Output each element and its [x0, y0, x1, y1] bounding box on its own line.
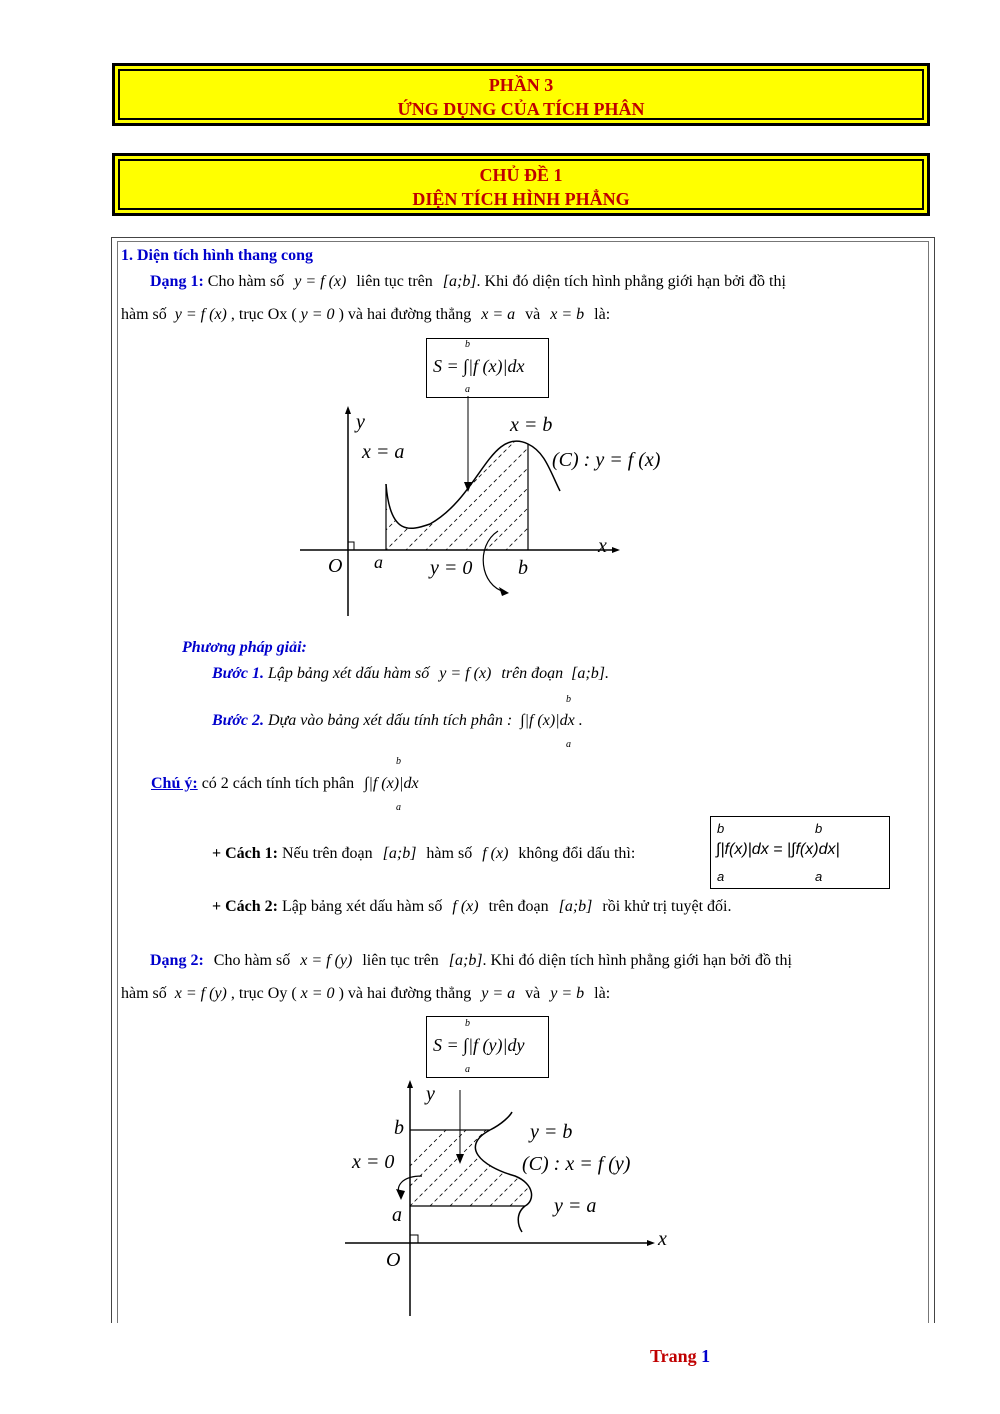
- dang1-line2-c: ) và hai đường thẳng: [338, 306, 472, 323]
- dang2-x0: x = 0: [300, 985, 335, 1002]
- cach1-text-c: không đổi dấu thì:: [518, 845, 636, 862]
- fig1-y-arrow: [345, 406, 351, 414]
- fig1-label-y0: y = 0: [430, 557, 473, 579]
- cach2-interval: [a;b]: [558, 898, 593, 915]
- note-int: ∫|f (x)|dx: [364, 775, 419, 792]
- dang2-yb: y = b: [550, 985, 585, 1002]
- dang1-line2-a: hàm số: [121, 306, 167, 323]
- note-label: Chú ý:: [151, 775, 198, 792]
- topic-number: CHỦ ĐỀ 1: [479, 165, 563, 185]
- cach1-lower-left: a: [717, 869, 725, 884]
- figure1-graph: [300, 396, 700, 621]
- fig1-curl-arrow: [499, 587, 509, 596]
- dang1-label: Dạng 1:: [150, 273, 204, 290]
- page-label: Trang: [650, 1346, 697, 1366]
- fig2-curl-arrow: [396, 1189, 405, 1200]
- figure2-graph: [340, 1076, 700, 1316]
- fig1-label-O: O: [328, 555, 343, 577]
- dang1-line1: [150, 272, 786, 292]
- formula1: S = ∫|f (x)|dx: [433, 356, 525, 376]
- cach1-line: [212, 844, 635, 864]
- step1-text2: trên đoạn: [501, 665, 564, 682]
- topic-banner: [112, 153, 930, 216]
- cach2-text-a: Lập bảng xét dấu hàm số: [282, 898, 443, 915]
- fig2-curve-top: [490, 1112, 512, 1130]
- dang2-fy: x = f (y): [300, 952, 353, 969]
- fig2-label-x: x: [658, 1228, 667, 1250]
- formula1-box: [426, 338, 549, 398]
- fig2-label-ya: y = a: [554, 1195, 597, 1217]
- dang1-y0: y = 0: [300, 306, 335, 323]
- cach1-lower-right: a: [815, 869, 823, 884]
- fig1-right-angle: [348, 542, 354, 550]
- dang2-line2-b: , trục Oy (: [230, 985, 297, 1002]
- formula1-lower: a: [465, 384, 470, 395]
- fig2-label-x0: x = 0: [352, 1151, 395, 1173]
- dang1-text-b: liên tục trên: [356, 273, 433, 290]
- cach1-fx: f (x): [482, 845, 509, 862]
- fig2-right-angle: [410, 1235, 418, 1243]
- note-text: có 2 cách tính tích phân: [201, 775, 355, 792]
- note-upper: b: [396, 756, 401, 767]
- formula2-lower: a: [465, 1064, 470, 1075]
- step1-fx: y = f (x): [439, 665, 492, 682]
- fig1-label-x: x: [598, 535, 607, 557]
- fig1-label-y: y: [356, 411, 365, 433]
- fig2-label-a: a: [392, 1204, 402, 1226]
- cach1-text-a: Nếu trên đoạn: [282, 845, 373, 862]
- fig2-label-y: y: [426, 1083, 435, 1105]
- fig1-x-arrow: [612, 547, 620, 553]
- dang2-and: và: [525, 985, 541, 1002]
- cach1-interval: [a;b]: [382, 845, 417, 862]
- step2-label: Bước 2.: [212, 712, 264, 729]
- dang1-text-c: . Khi đó diện tích hình phẳng giới hạn bởi đồ thị: [476, 273, 786, 290]
- dang2-line2: [121, 984, 610, 1004]
- dang2-label: Dạng 2:: [150, 952, 204, 969]
- dang2-line2-c: ) và hai đường thẳng: [338, 985, 472, 1002]
- fig1-curve: [386, 441, 560, 528]
- dang2-la: là:: [594, 985, 611, 1002]
- part-title: ỨNG DỤNG CỦA TÍCH PHÂN: [397, 99, 645, 119]
- step1-label: Bước 1.: [212, 665, 264, 682]
- note-line: [151, 774, 419, 794]
- dang2-text-a: Cho hàm số: [213, 952, 291, 969]
- dang1-fx: y = f (x): [294, 273, 347, 290]
- part-number: PHẦN 3: [488, 75, 554, 95]
- fig2-label-O: O: [386, 1249, 401, 1271]
- fig1-curl: [483, 531, 505, 592]
- dang1-interval: [a;b]: [442, 273, 477, 290]
- fig1-label-a: a: [374, 552, 383, 572]
- dang1-line2: [121, 305, 610, 325]
- dang2-line2-a: hàm số: [121, 985, 167, 1002]
- step1-text: Lập bảng xét dấu hàm số: [267, 665, 430, 682]
- dang1-xa: x = a: [481, 306, 516, 323]
- fig1-label-b: b: [518, 557, 528, 579]
- dang1-line2-b: , trục Ox (: [230, 306, 297, 323]
- cach2-fx: f (x): [452, 898, 479, 915]
- page-number-value: 1: [701, 1346, 711, 1366]
- cach1-text-b: hàm số: [426, 845, 473, 862]
- step2-int: ∫|f (x)|dx .: [520, 712, 583, 729]
- dang1-xb: x = b: [550, 306, 585, 323]
- dang2-text-b: liên tục trên: [362, 952, 439, 969]
- cach1-upper-left: b: [717, 821, 725, 836]
- fig2-x-arrow: [647, 1240, 655, 1246]
- dang2-interval: [a;b]: [448, 952, 483, 969]
- dang1-text-a: Cho hàm số: [207, 273, 285, 290]
- dang1-and: và: [525, 306, 541, 323]
- dang2-line1: [150, 951, 792, 971]
- fig2-label-b: b: [394, 1117, 404, 1139]
- step2-text: Dựa vào bảng xét dấu tính tích phân :: [267, 712, 513, 729]
- cach2-text-b: trên đoạn: [488, 898, 549, 915]
- cach2-line: [212, 897, 731, 917]
- formula2-upper: b: [465, 1018, 470, 1029]
- cach1-label: + Cách 1:: [212, 845, 278, 862]
- step2-line: [212, 711, 583, 731]
- dang1-line2-fx: y = f (x): [174, 306, 227, 323]
- method-title: Phương pháp giải:: [182, 639, 307, 656]
- dang2-text-c: . Khi đó diện tích hình phẳng giới hạn bởi đồ thị: [482, 952, 792, 969]
- fig2-curve: [475, 1130, 531, 1232]
- fig1-label-curve: (C) : y = f (x): [552, 449, 661, 471]
- formula2: S = ∫|f (y)|dy: [433, 1035, 525, 1055]
- formula1-upper: b: [465, 339, 470, 350]
- dang2-ya: y = a: [481, 985, 516, 1002]
- fig1-pointer-arrow: [464, 482, 472, 492]
- note-lower: a: [396, 802, 401, 813]
- cach2-text-c: rồi khử trị tuyệt đối.: [602, 898, 732, 915]
- fig1-label-xa: x = a: [362, 441, 405, 463]
- fig2-pointer-arrow: [456, 1154, 464, 1164]
- fig2-label-curve: (C) : x = f (y): [522, 1153, 631, 1175]
- cach1-formula: ∫|f(x)|dx = |∫f(x)dx|: [716, 841, 840, 858]
- section1-heading: 1. Diện tích hình thang cong: [121, 247, 314, 264]
- part-banner: [112, 63, 930, 126]
- step1-interval: [a;b]: [571, 665, 605, 682]
- step2-lower: a: [566, 739, 571, 750]
- dang1-la: là:: [594, 306, 611, 323]
- cach2-label: + Cách 2:: [212, 898, 278, 915]
- topic-title: DIỆN TÍCH HÌNH PHẲNG: [412, 189, 630, 209]
- fig2-y-arrow: [407, 1080, 413, 1088]
- step2-upper: b: [566, 694, 571, 705]
- page-number: [650, 1346, 710, 1367]
- fig1-hatch: [300, 396, 660, 596]
- step1-line: Bước 1. Lập bảng xét dấu hàm số y = f (x) trên đoạn [a;b].: [212, 665, 609, 682]
- dang2-line2-fy: x = f (y): [174, 985, 227, 1002]
- fig2-label-yb: y = b: [530, 1121, 573, 1143]
- cach1-upper-right: b: [815, 821, 823, 836]
- fig1-label-xb: x = b: [510, 414, 553, 436]
- cach1-formula-box: [710, 816, 890, 889]
- formula2-box: [426, 1016, 549, 1078]
